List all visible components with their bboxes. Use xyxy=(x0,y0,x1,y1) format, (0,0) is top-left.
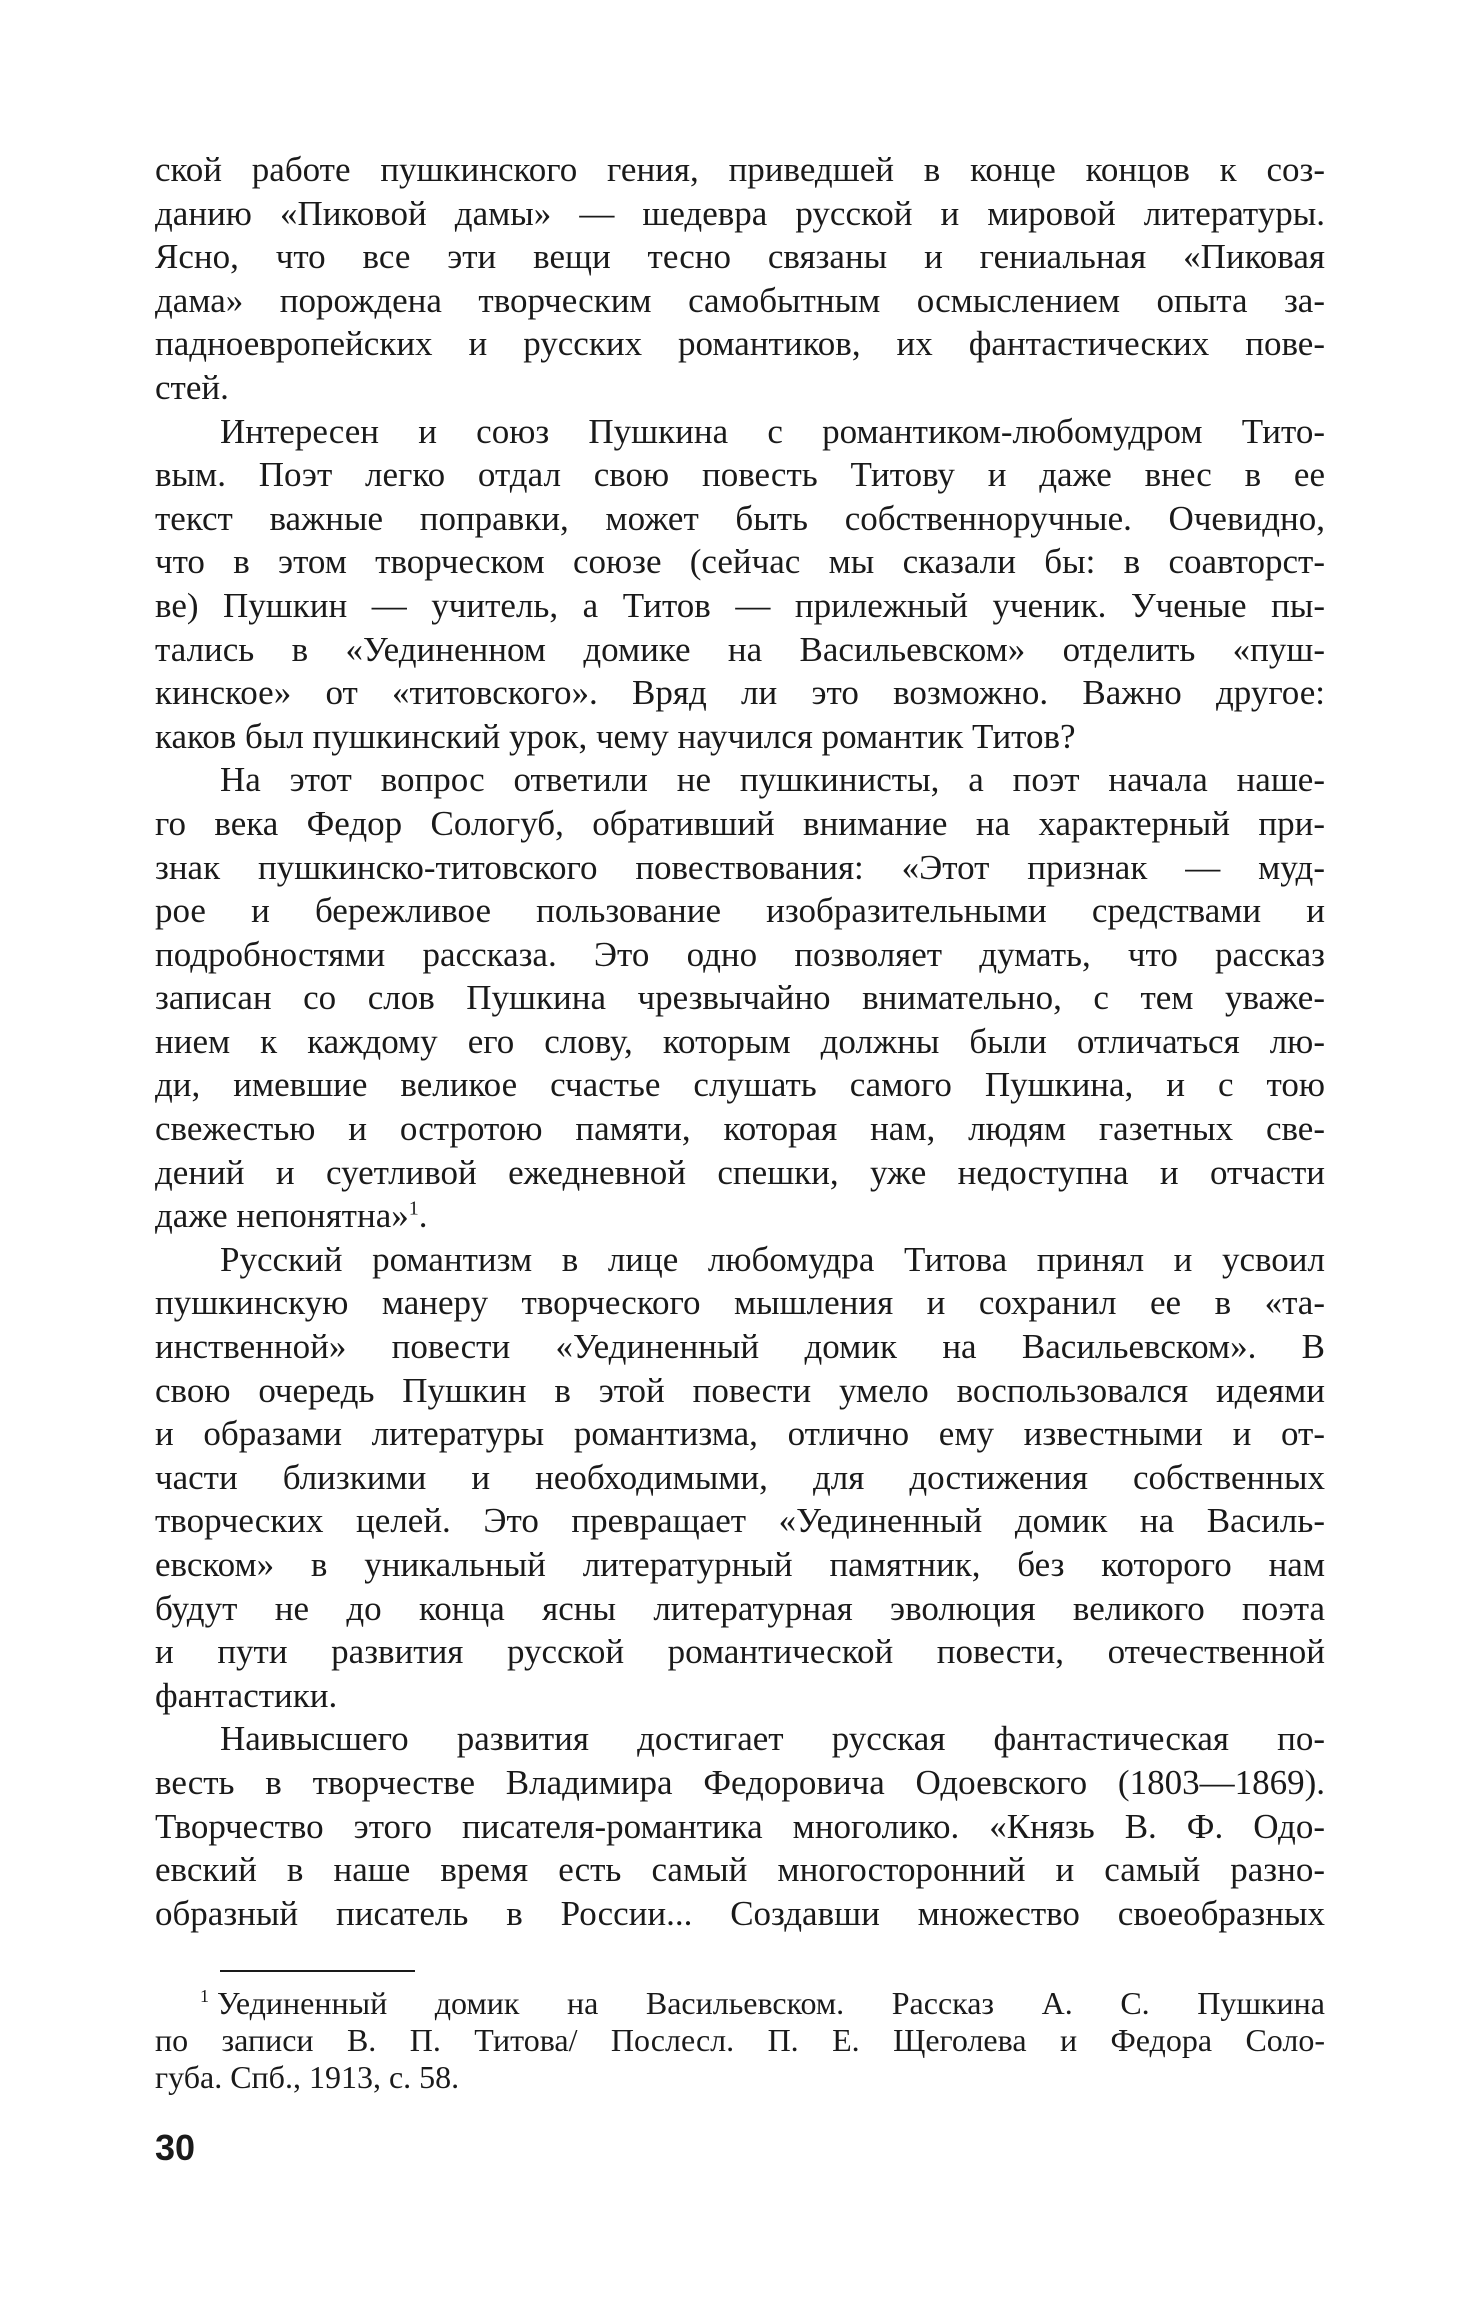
text-line: дений и суетливой ежедневной спешки, уже недоступна и отчасти xyxy=(155,1152,1325,1192)
text-line: свежестью и остротою памяти, которая нам, людям газетных све- xyxy=(155,1109,1325,1149)
text-line: ской работе пушкинского гения, приведшей в конце концов к соз- xyxy=(155,150,1325,189)
text-line: дама» порождена творческим самобытным осмыслением опыта за- xyxy=(155,280,1325,320)
footnote xyxy=(155,1985,1325,2096)
text-line: го века Федор Сологуб, обративший внимание на характерный при- xyxy=(155,803,1325,843)
text-line: весть в творчестве Владимира Федоровича Одоевского (1803—1869). xyxy=(155,1762,1325,1802)
text-line-with-footnote-ref: даже непонятна»$^1$. xyxy=(155,1196,428,1236)
text-line: вым. Поэт легко отдал свою повесть Титову и даже внес в ее xyxy=(155,455,1325,495)
text-line: Русский романтизм в лице любомудра Титова принял и усвоил xyxy=(220,1239,1325,1279)
text-line: тались в «Уединенном домике на Васильевском» отделить «пуш- xyxy=(155,629,1325,669)
footnote-reference: 1 xyxy=(408,1197,419,1220)
text-line: нием к каждому его слову, которым должны были отличаться лю- xyxy=(155,1021,1325,1061)
footnote-line: губа. Спб., 1913, с. 58. xyxy=(155,2059,460,2095)
text-line: На этот вопрос ответили не пушкинисты, а поэт начала наше- xyxy=(220,760,1325,800)
footnote-text: Уединенный домик на Васильевском. Рассказ А. С. Пушкина xyxy=(217,1985,1325,2021)
text-line: Творчество этого писателя-романтика многолико. «Князь В. Ф. Одо- xyxy=(155,1806,1325,1846)
text-line: части близкими и необходимыми, для достижения собственных xyxy=(155,1457,1325,1497)
footnote-marker: 1 xyxy=(200,1986,209,2007)
text-line: Ясно, что все эти вещи тесно связаны и гениальная «Пиковая xyxy=(155,237,1325,277)
text-line: данию «Пиковой дамы» — шедевра русской и мировой литературы. xyxy=(155,193,1325,233)
text-line: свою очередь Пушкин в этой повести умело воспользовался идеями xyxy=(155,1370,1325,1410)
text-line: фантастики. xyxy=(155,1675,338,1715)
text-line: рое и бережливое пользование изобразительными средствами и xyxy=(155,891,1325,931)
text-line: и пути развития русской романтической повести, отечественной xyxy=(155,1632,1325,1672)
text-line: творческих целей. Это превращает «Уединенный домик на Василь- xyxy=(155,1501,1325,1541)
text-line: стей. xyxy=(155,367,229,407)
page-number: 30 xyxy=(155,2127,196,2168)
text-line: инственной» повести «Уединенный домик на Васильевском». В xyxy=(155,1327,1325,1367)
text-line: текст важные поправки, может быть собственноручные. Очевидно, xyxy=(155,498,1325,538)
footnote-separator xyxy=(220,1970,415,1972)
text-line: ди, имевшие великое счастье слушать самого Пушкина, и с тою xyxy=(155,1065,1325,1105)
text-line: кинское» от «титовского». Вряд ли это возможно. Важно другое: xyxy=(155,673,1325,713)
text-line: знак пушкинско-титовского повествования: «Этот признак — муд- xyxy=(155,847,1325,887)
text-line: евском» в уникальный литературный памятник, без которого нам xyxy=(155,1545,1325,1584)
text-line: образный писатель в России... Создавши множество своеобразных xyxy=(155,1893,1325,1933)
text-line: будут не до конца ясны литературная эволюция великого поэта xyxy=(155,1588,1325,1628)
text-line: евский в наше время есть самый многосторонний и самый разно- xyxy=(155,1850,1325,1890)
text-line: записан со слов Пушкина чрезвычайно внимательно, с тем уваже- xyxy=(155,978,1325,1018)
text-line: каков был пушкинский урок, чему научился романтик Титов? xyxy=(155,716,1076,756)
text-line: пушкинскую манеру творческого мышления и сохранил ее в «та- xyxy=(155,1283,1325,1323)
text-line: и образами литературы романтизма, отлично ему известными и от- xyxy=(155,1414,1325,1454)
text-line: Наивысшего развития достигает русская фантастическая по- xyxy=(220,1719,1325,1759)
text-line: что в этом творческом союзе (сейчас мы сказали бы: в соавторст- xyxy=(155,542,1325,582)
text-line: Интересен и союз Пушкина с романтиком-любомудром Тито- xyxy=(220,411,1325,451)
text-line: падноевропейских и русских романтиков, их фантастических пове- xyxy=(155,324,1325,364)
text-line: ве) Пушкин — учитель, а Титов — прилежный ученик. Ученые пы- xyxy=(155,585,1325,625)
text-line: даже непонятна» xyxy=(155,1196,409,1236)
main-text xyxy=(155,148,1325,1935)
footnote-line: по записи В. П. Титова/ Послесл. П. Е. Щеголева и Федора Соло- xyxy=(155,2022,1325,2058)
footnote-line xyxy=(155,1985,1325,2022)
text-line: подробностями рассказа. Это одно позволяет думать, что рассказ xyxy=(155,934,1325,974)
